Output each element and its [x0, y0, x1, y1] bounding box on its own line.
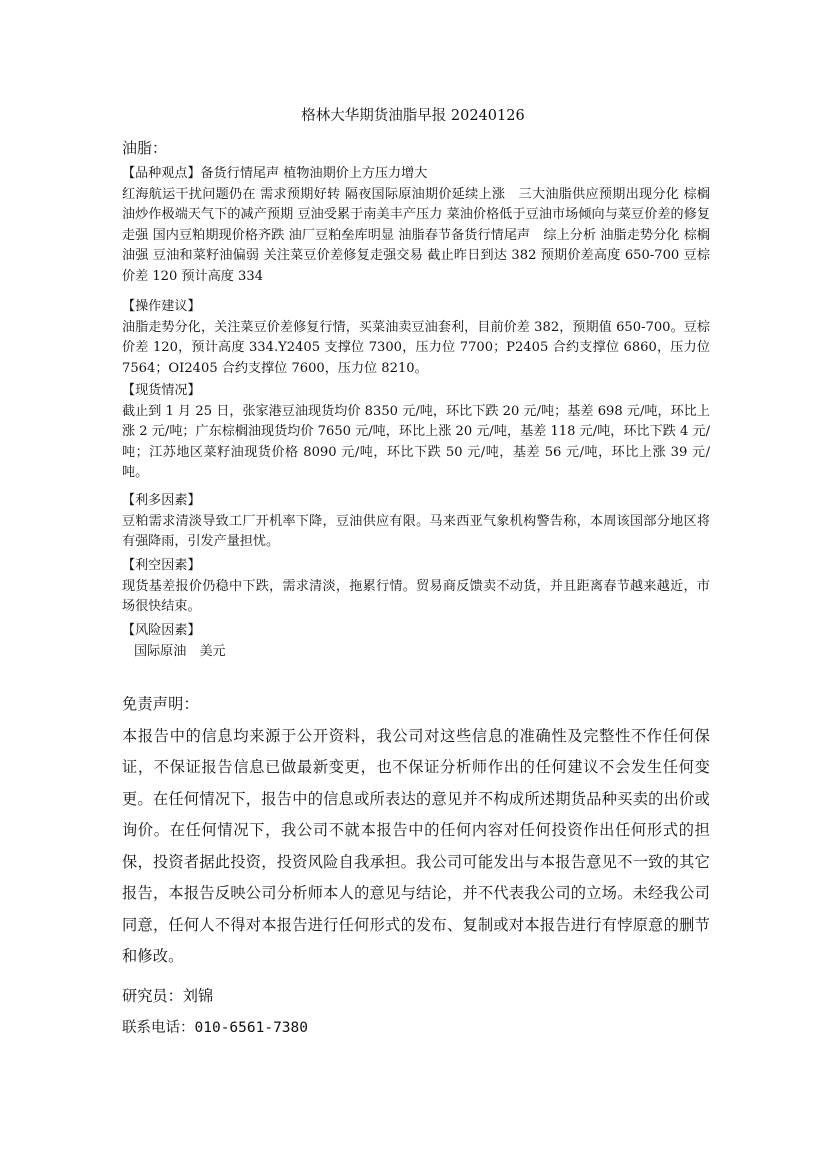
phone-line: 联系电话：010-6561-7380 [122, 1020, 308, 1036]
bullish-body: 豆粕需求清淡导致工厂开机率下降，豆油供应有限。马来西亚气象机构警告称，本周该国部分地区将有强降雨，引发产量担忧。 [122, 513, 710, 550]
researcher-line: 研究员：刘锦 [122, 987, 214, 1005]
risk-header: 【风险因素】 [122, 623, 201, 638]
advice-body: 油脂走势分化，关注菜豆价差修复行情，买菜油卖豆油套利，目前价差 382，预期值 650-700。豆棕价差 120，预计高度 334.Y2405 支撑位 7300，压力位 7700；P2405 合约支撑位 6860，压力位 7564；OI2405 合约支撑位 7600，压力位 8210。 [122, 319, 710, 376]
bearish-section [122, 556, 710, 618]
bullish-section [122, 491, 710, 553]
risk-section [122, 621, 710, 662]
advice-header: 【操作建议】 [122, 299, 201, 314]
spot-body: 截止到 1 月 25 日，张家港豆油现货均价 8350 元/吨，环比下跌 20 元/吨；基差 698 元/吨，环比上涨 2 元/吨；广东棕榈油现货均价 7650 元/吨，环比上涨 20 元/吨，基差 118 元/吨，环比下跌 4 元/吨；江苏地区菜籽油现货价格 8090 元/吨，环比下跌 50 元/吨，基差 56 元/吨，环比上涨 39 元/吨。 [122, 403, 710, 481]
bearish-header: 【利空因素】 [122, 558, 201, 573]
report-title: 格林大华期货油脂早报 20240126 [301, 108, 525, 124]
category-label [122, 138, 710, 161]
risk-body: 国际原油 美元 [134, 643, 226, 659]
disclaimer-section [122, 689, 710, 973]
disclaimer-header: 免责声明： [122, 695, 199, 713]
bullish-header: 【利多因素】 [122, 493, 201, 508]
category-heading: 油脂： [122, 139, 168, 157]
spot-section [122, 381, 710, 484]
bearish-body: 现货基差报价仍稳中下跌，需求清淡，拖累行情。贸易商反馈卖不动货，并且距离春节越来越近，市场很快结束。 [122, 578, 710, 615]
spot-header: 【现货情况】 [122, 383, 201, 398]
view-header: 【品种观点】备货行情尾声 植物油期价上方压力增大 [122, 166, 428, 181]
advice-section [122, 297, 710, 379]
view-section [122, 164, 710, 288]
view-body: 红海航运干扰问题仍在 需求预期好转 隔夜国际原油期价延续上涨 三大油脂供应预期出现分化 棕榈油炒作极端天气下的减产预期 豆油受累于南美丰产压力 菜油价格低于豆油市场倾向与菜豆价差的修复走强 国内豆粕期现价格齐跌 油厂豆粕垒库明显 油脂春节备货行情尾声 综上分析 油脂走势分化 棕榈油强 豆油和菜籽油偏弱 关注菜豆价差修复走强交易 截止昨日到达 382 预期价差高度 650-700 豆棕价差 120 预计高度 334 [122, 186, 711, 284]
disclaimer-body: 本报告中的信息均来源于公开资料，我公司对这些信息的准确性及完整性不作任何保证，不保证报告信息已做最新变更，也不保证分析师作出的任何建议不会发生任何变更。在任何情况下，报告中的信息或所表达的意见并不构成所述期货品种买卖的出价或询价。在任何情况下，我公司不就本报告中的任何内容对任何投资作出任何形式的担保，投资者据此投资，投资风险自我承担。我公司可能发出与本报告意见不一致的其它报告，本报告反映公司分析师本人的意见与结论，并不代表我公司的立场。未经我公司同意，任何人不得对本报告进行任何形式的发布、复制或对本报告进行有悖原意的删节和修改。 [122, 726, 710, 965]
